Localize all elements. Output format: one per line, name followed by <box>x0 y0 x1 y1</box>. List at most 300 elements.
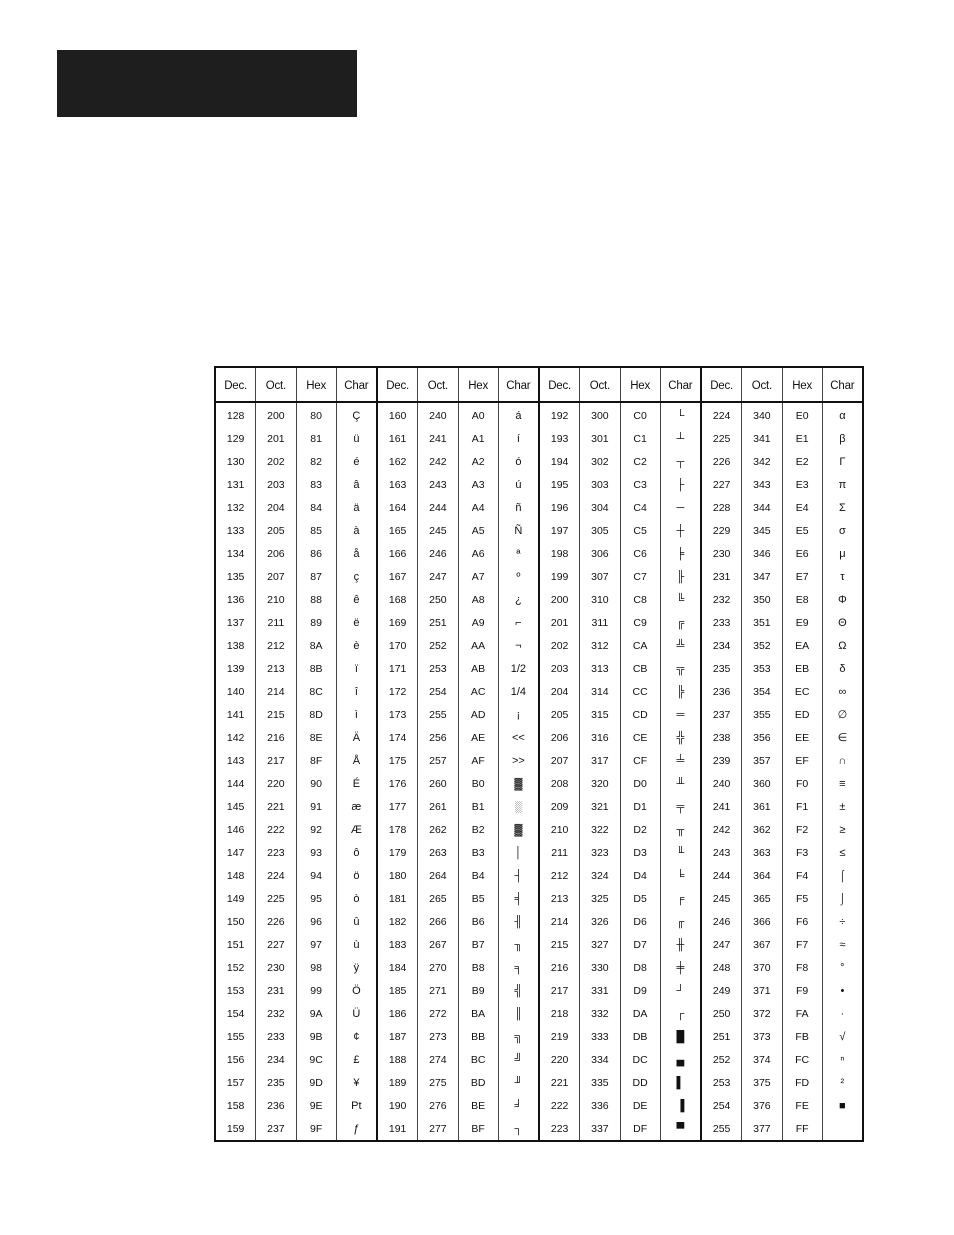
table-cell: 157 <box>226 1076 245 1089</box>
table-cell: 355 <box>753 708 771 721</box>
table-cell: 187 <box>388 1030 407 1043</box>
table-cell: BD <box>470 1076 486 1089</box>
table-cell: 185 <box>388 984 407 997</box>
table-cell: 8B <box>309 662 323 675</box>
table-cell: ╣ <box>514 984 523 997</box>
table-cell: 166 <box>388 547 407 560</box>
table-cell: 128 <box>226 409 245 422</box>
table-cell: 230 <box>267 961 285 974</box>
table-cell: 374 <box>753 1053 771 1066</box>
table-cell: ù <box>353 938 360 951</box>
table-cell: ¿ <box>515 593 522 606</box>
table-cell: 363 <box>753 846 771 859</box>
column-dec <box>540 403 579 1140</box>
table-cell: 222 <box>267 823 285 836</box>
table-cell: DB <box>632 1030 648 1043</box>
table-cell: é <box>353 455 360 468</box>
table-cell: 310 <box>591 593 609 606</box>
table-cell: ƒ <box>353 1122 360 1135</box>
table-cell: 88 <box>310 593 322 606</box>
table-cell: BF <box>471 1122 485 1135</box>
table-cell: 137 <box>226 616 245 629</box>
table-cell: 142 <box>226 731 245 744</box>
table-cell: ╔ <box>676 616 685 629</box>
table-cell: DC <box>632 1053 648 1066</box>
table-cell: 316 <box>591 731 609 744</box>
table-cell: ╠ <box>676 685 685 698</box>
table-cell: 148 <box>226 869 245 882</box>
column-header-oct: Oct. <box>579 368 619 401</box>
column-hex <box>782 403 822 1140</box>
table-cell: 273 <box>429 1030 447 1043</box>
table-cell: D8 <box>633 961 647 974</box>
column-dec <box>216 403 255 1140</box>
table-cell: α <box>839 409 846 422</box>
table-cell: 267 <box>429 938 447 951</box>
table-cell: 177 <box>388 800 407 813</box>
table-cell: 1/2 <box>510 662 527 675</box>
table-cell: ┼ <box>676 524 685 537</box>
table-cell: 130 <box>226 455 245 468</box>
table-cell: 214 <box>550 915 569 928</box>
table-cell: ö <box>353 869 360 882</box>
table-cell: 96 <box>310 915 322 928</box>
table-cell: FA <box>795 1007 809 1020</box>
table-cell: 160 <box>388 409 407 422</box>
table-cell: AB <box>471 662 486 675</box>
table-cell: 210 <box>267 593 285 606</box>
table-cell: 196 <box>550 501 569 514</box>
table-cell: C3 <box>633 478 647 491</box>
table-cell: F4 <box>795 869 809 882</box>
table-cell: E4 <box>795 501 809 514</box>
table-cell: 276 <box>429 1099 447 1112</box>
table-cell: 203 <box>550 662 569 675</box>
table-cell: ║ <box>514 1007 523 1020</box>
table-cell: 250 <box>429 593 447 606</box>
table-cell: 194 <box>550 455 569 468</box>
table-cell: F2 <box>795 823 809 836</box>
table-cell: 243 <box>712 846 731 859</box>
table-cell: FC <box>795 1053 810 1066</box>
table-cell: EB <box>795 662 810 675</box>
table-cell: 181 <box>388 892 407 905</box>
table-cell: 165 <box>388 524 407 537</box>
table-cell: 342 <box>753 455 771 468</box>
table-cell: 260 <box>429 777 447 790</box>
table-cell: 150 <box>226 915 245 928</box>
table-cell: F3 <box>795 846 809 859</box>
table-cell: D6 <box>633 915 647 928</box>
table-cell: ╘ <box>676 869 685 882</box>
table-cell: B2 <box>471 823 485 836</box>
column-char <box>660 403 700 1140</box>
table-cell: ú <box>515 478 522 491</box>
table-cell: 277 <box>429 1122 447 1135</box>
table-cell: ⌡ <box>839 892 846 905</box>
table-cell: 204 <box>550 685 569 698</box>
table-cell: ü <box>353 432 360 445</box>
table-cell: 271 <box>429 984 447 997</box>
table-cell: B1 <box>471 800 485 813</box>
table-cell: 253 <box>429 662 447 675</box>
table-cell: 350 <box>753 593 771 606</box>
table-cell: 8A <box>309 639 323 652</box>
table-cell: E2 <box>795 455 809 468</box>
table-cell: BA <box>471 1007 486 1020</box>
table-cell: EF <box>795 754 809 767</box>
table-cell: 212 <box>550 869 569 882</box>
table-cell: 234 <box>712 639 731 652</box>
table-cell: σ <box>838 524 846 537</box>
table-cell: 235 <box>712 662 731 675</box>
table-cell: E3 <box>795 478 809 491</box>
table-cell: 170 <box>388 639 407 652</box>
column-hex <box>296 403 336 1140</box>
table-cell: 252 <box>429 639 447 652</box>
table-cell: 254 <box>429 685 447 698</box>
table-cell: │ <box>514 846 522 859</box>
table-cell: AF <box>471 754 485 767</box>
header-row <box>378 368 538 403</box>
table-cell: 326 <box>591 915 609 928</box>
table-cell: 223 <box>550 1122 569 1135</box>
table-cell: 215 <box>267 708 285 721</box>
table-cell: 191 <box>388 1122 407 1135</box>
table-cell: B5 <box>471 892 485 905</box>
column-header-hex: Hex <box>296 368 336 401</box>
table-cell: 198 <box>550 547 569 560</box>
table-cell: 89 <box>310 616 322 629</box>
table-cell: 345 <box>753 524 771 537</box>
table-cell: 225 <box>267 892 285 905</box>
table-cell: 8C <box>309 685 323 698</box>
table-cell: ∞ <box>838 685 847 698</box>
table-cell: 182 <box>388 915 407 928</box>
table-cell: 367 <box>753 938 771 951</box>
table-cell: Ç <box>352 409 361 422</box>
table-cell: 343 <box>753 478 771 491</box>
table-cell: 140 <box>226 685 245 698</box>
table-cell: 247 <box>712 938 731 951</box>
table-cell: 215 <box>550 938 569 951</box>
table-cell: C2 <box>633 455 647 468</box>
table-cell: 135 <box>226 570 245 583</box>
table-cell: 274 <box>429 1053 447 1066</box>
table-cell: 320 <box>591 777 609 790</box>
table-cell: 241 <box>712 800 731 813</box>
table-cell: 354 <box>753 685 771 698</box>
table-cell: 205 <box>267 524 285 537</box>
table-cell: ╥ <box>676 823 685 836</box>
table-cell: 231 <box>712 570 731 583</box>
table-cell: 314 <box>591 685 609 698</box>
table-cell: >> <box>511 754 525 767</box>
table-cell: ▀ <box>676 1122 685 1135</box>
table-cell: 257 <box>429 754 447 767</box>
table-cell: ê <box>353 593 360 606</box>
column-dec <box>702 403 741 1140</box>
table-cell: ┤ <box>514 869 523 882</box>
table-cell: 9D <box>309 1076 323 1089</box>
table-cell: 192 <box>550 409 569 422</box>
column-oct <box>579 403 619 1140</box>
table-cell: 85 <box>310 524 322 537</box>
table-cell: 202 <box>267 455 285 468</box>
ascii-table <box>214 366 864 1142</box>
table-cell: ì <box>354 708 358 721</box>
table-cell: ED <box>794 708 810 721</box>
table-cell: 229 <box>712 524 731 537</box>
table-cell: 172 <box>388 685 407 698</box>
header-bar <box>57 50 357 117</box>
table-cell: E8 <box>795 593 809 606</box>
table-cell: ò <box>353 892 360 905</box>
table-cell: 199 <box>550 570 569 583</box>
table-cell: 331 <box>591 984 609 997</box>
table-cell: 228 <box>712 501 731 514</box>
table-cell: 212 <box>267 639 285 652</box>
table-cell: AD <box>470 708 486 721</box>
table-cell: 98 <box>310 961 322 974</box>
table-cell: ╖ <box>514 938 523 951</box>
column-hex <box>458 403 498 1140</box>
table-cell: 136 <box>226 593 245 606</box>
table-cell: 183 <box>388 938 407 951</box>
table-cell: 9E <box>309 1099 323 1112</box>
column-hex <box>620 403 660 1140</box>
table-cell: 189 <box>388 1076 407 1089</box>
table-cell: 322 <box>591 823 609 836</box>
column-header-dec: Dec. <box>548 380 572 392</box>
table-group <box>700 368 862 1140</box>
table-cell: 371 <box>753 984 771 997</box>
table-cell: 208 <box>550 777 569 790</box>
table-cell: 195 <box>550 478 569 491</box>
table-cell: Å <box>352 754 361 767</box>
table-cell: £ <box>353 1053 360 1066</box>
table-cell: C4 <box>633 501 647 514</box>
table-cell: 207 <box>267 570 285 583</box>
table-cell: 377 <box>753 1122 771 1135</box>
table-cell: 327 <box>591 938 609 951</box>
table-cell: C5 <box>633 524 647 537</box>
table-cell: 203 <box>267 478 285 491</box>
table-cell: Pt <box>351 1099 362 1112</box>
table-cell: 184 <box>388 961 407 974</box>
table-cell: 206 <box>550 731 569 744</box>
table-cell: 334 <box>591 1053 609 1066</box>
table-cell: EC <box>794 685 810 698</box>
table-cell: 251 <box>429 616 447 629</box>
table-cell: â <box>353 478 360 491</box>
table-cell: D3 <box>633 846 647 859</box>
table-cell: 193 <box>550 432 569 445</box>
table-cell: 219 <box>550 1030 569 1043</box>
table-cell: C7 <box>633 570 647 583</box>
table-cell: ⌠ <box>839 869 846 882</box>
column-dec <box>378 403 417 1140</box>
table-cell: 197 <box>550 524 569 537</box>
table-cell: 375 <box>753 1076 771 1089</box>
table-cell: D5 <box>633 892 647 905</box>
table-cell: BC <box>470 1053 486 1066</box>
table-cell: æ <box>351 800 362 813</box>
table-cell: 220 <box>267 777 285 790</box>
table-cell: ╞ <box>676 547 685 560</box>
table-cell: 330 <box>591 961 609 974</box>
table-cell: 91 <box>310 800 322 813</box>
table-cell: ï <box>354 662 358 675</box>
table-cell: 256 <box>429 731 447 744</box>
table-cell: ÷ <box>839 915 846 928</box>
table-cell: ╡ <box>514 892 523 905</box>
table-cell: è <box>353 639 360 652</box>
table-cell: ± <box>839 800 846 813</box>
table-cell: A2 <box>471 455 485 468</box>
column-header-char: Char <box>336 368 376 401</box>
table-cell: 251 <box>712 1030 731 1043</box>
table-cell: 239 <box>712 754 731 767</box>
table-cell: 304 <box>591 501 609 514</box>
table-cell: ▓ <box>514 823 523 836</box>
table-cell: 353 <box>753 662 771 675</box>
table-cell: ▄ <box>676 1053 685 1066</box>
table-cell: 366 <box>753 915 771 928</box>
table-cell: Ω <box>838 639 847 652</box>
table-cell: 313 <box>591 662 609 675</box>
table-cell: CF <box>633 754 648 767</box>
table-cell: ╙ <box>676 846 685 859</box>
table-group <box>538 368 700 1140</box>
table-cell: 145 <box>226 800 245 813</box>
table-cell: ≈ <box>839 938 846 951</box>
table-cell: ╫ <box>676 938 685 951</box>
table-cell: 94 <box>310 869 322 882</box>
table-cell: ┘ <box>676 984 685 997</box>
table-cell: Ü <box>352 1007 361 1020</box>
table-cell: 300 <box>591 409 609 422</box>
table-cell: ▐ <box>676 1099 685 1112</box>
table-cell: C1 <box>633 432 647 445</box>
table-cell: 204 <box>267 501 285 514</box>
table-cell: ═ <box>676 708 685 721</box>
table-cell: 93 <box>310 846 322 859</box>
table-cell: 233 <box>267 1030 285 1043</box>
table-cell: E6 <box>795 547 809 560</box>
table-cell: 255 <box>429 708 447 721</box>
table-cell: 97 <box>310 938 322 951</box>
column-header-oct: Oct. <box>255 368 295 401</box>
column-char <box>498 403 538 1140</box>
table-cell: A1 <box>471 432 485 445</box>
table-cell: 275 <box>429 1076 447 1089</box>
table-cell: ╟ <box>676 570 685 583</box>
table-cell: B0 <box>471 777 485 790</box>
table-cell: F7 <box>795 938 809 951</box>
table-cell: 247 <box>429 570 447 583</box>
table-cell: 321 <box>591 800 609 813</box>
table-cell: ╛ <box>514 1099 523 1112</box>
table-cell: 249 <box>712 984 731 997</box>
table-cell: ■ <box>839 1099 846 1112</box>
table-cell: AE <box>471 731 486 744</box>
table-cell: δ <box>839 662 846 675</box>
table-cell: ╝ <box>514 1053 523 1066</box>
table-cell: 224 <box>712 409 731 422</box>
table-cell: A3 <box>471 478 485 491</box>
table-cell: í <box>516 432 520 445</box>
table-group <box>216 368 376 1140</box>
table-cell: 223 <box>267 846 285 859</box>
table-cell: 180 <box>388 869 407 882</box>
table-cell: ô <box>353 846 360 859</box>
column-header-oct: Oct. <box>741 368 781 401</box>
table-cell: 341 <box>753 432 771 445</box>
table-cell: ° <box>840 961 845 974</box>
table-cell: É <box>352 777 361 790</box>
table-cell: 144 <box>226 777 245 790</box>
table-cell: ≡ <box>839 777 846 790</box>
table-cell: ▌ <box>676 1076 685 1089</box>
table-cell: 90 <box>310 777 322 790</box>
table-cell: BE <box>471 1099 486 1112</box>
table-cell: 303 <box>591 478 609 491</box>
table-cell: 325 <box>591 892 609 905</box>
column-header-char: Char <box>498 368 538 401</box>
table-cell: 231 <box>267 984 285 997</box>
table-cell: D4 <box>633 869 647 882</box>
table-cell: ╤ <box>676 800 685 813</box>
table-cell: 161 <box>388 432 407 445</box>
table-cell: F8 <box>795 961 809 974</box>
table-cell: ╕ <box>514 961 523 974</box>
table-cell: 356 <box>753 731 771 744</box>
table-cell: 141 <box>226 708 245 721</box>
table-cell: º <box>516 570 521 583</box>
table-cell: 92 <box>310 823 322 836</box>
table-cell: ╨ <box>676 777 685 790</box>
column-header-char: Char <box>822 368 862 401</box>
table-cell: 225 <box>712 432 731 445</box>
table-cell: CA <box>632 639 648 652</box>
header-row <box>540 368 700 403</box>
table-cell: 361 <box>753 800 771 813</box>
table-cell: D9 <box>633 984 647 997</box>
table-cell: DF <box>633 1122 648 1135</box>
table-cell: DA <box>632 1007 648 1020</box>
table-cell: 133 <box>226 524 245 537</box>
table-cell: 178 <box>388 823 407 836</box>
table-cell: ≥ <box>839 823 846 836</box>
column-char <box>336 403 376 1140</box>
table-cell: 210 <box>550 823 569 836</box>
table-cell: 143 <box>226 754 245 767</box>
table-cell: 86 <box>310 547 322 560</box>
table-cell: Θ <box>838 616 847 629</box>
table-cell: FE <box>795 1099 809 1112</box>
table-cell: AC <box>470 685 486 698</box>
table-cell: Σ <box>838 501 846 514</box>
table-cell: ┴ <box>676 432 685 445</box>
table-cell: A5 <box>471 524 485 537</box>
table-cell: ▓ <box>514 777 523 790</box>
table-cell: 323 <box>591 846 609 859</box>
table-cell: 344 <box>753 501 771 514</box>
table-cell: ╓ <box>676 915 685 928</box>
table-cell: 220 <box>550 1053 569 1066</box>
table-cell: 337 <box>591 1122 609 1135</box>
